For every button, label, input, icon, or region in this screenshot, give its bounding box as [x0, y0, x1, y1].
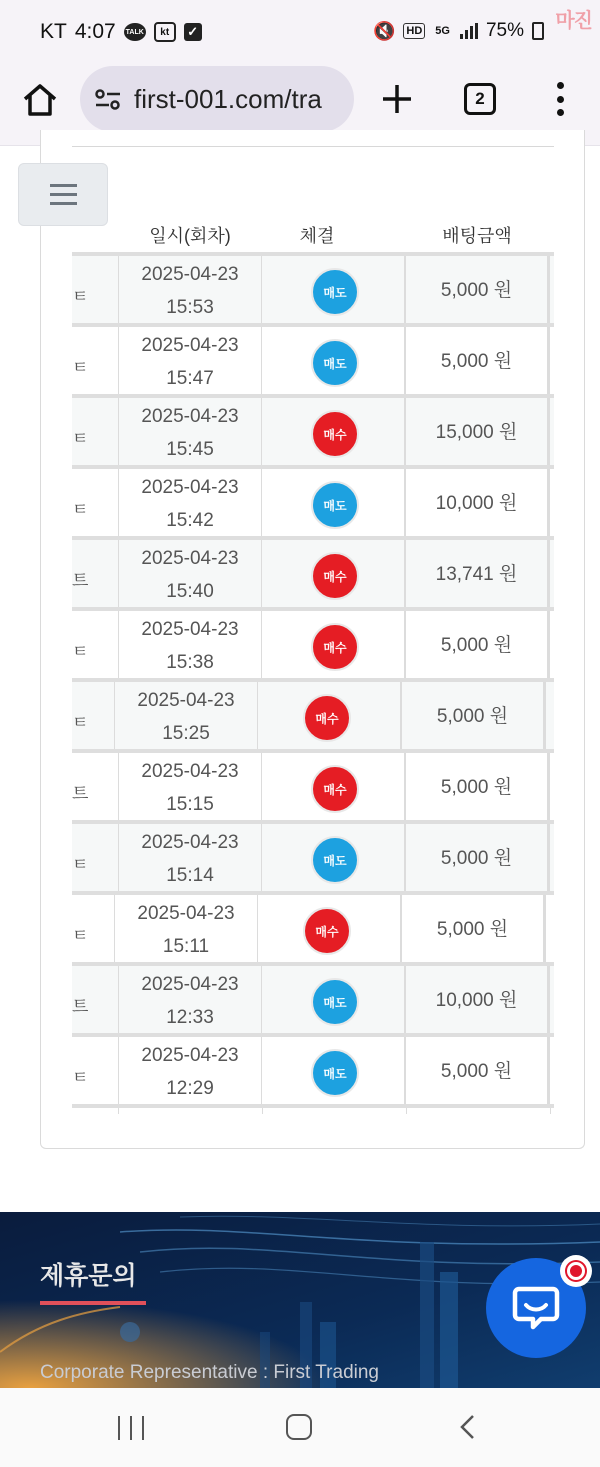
- table-row: [72, 252, 554, 323]
- watermark-logo: 마진: [555, 10, 592, 32]
- clock: 4:07: [74, 20, 116, 43]
- network-type: 5G: [435, 25, 450, 37]
- cell-round-fragment: ㅌ: [72, 926, 89, 945]
- cell-amount: 13,741 원: [406, 540, 550, 607]
- cell-time: 15:25: [162, 723, 210, 744]
- side-badge: 매수: [311, 765, 359, 813]
- footer-title-underline: [40, 1301, 146, 1305]
- cell-datetime: [114, 895, 258, 962]
- cell-time: 15:47: [166, 368, 214, 389]
- table-row: [72, 749, 554, 820]
- side-badge: 매도: [311, 268, 359, 316]
- table-bottom-border: [72, 1104, 554, 1112]
- cell-date: 2025-04-23: [137, 690, 235, 711]
- status-bar: [0, 0, 600, 66]
- cell-datetime: [118, 256, 262, 323]
- battery-icon: [532, 22, 544, 40]
- footer-title: 제휴문의: [40, 1262, 137, 1290]
- checkbox-icon: ✓: [184, 23, 202, 41]
- side-badge: 매수: [311, 623, 359, 671]
- cell-datetime: [118, 540, 262, 607]
- cell-side: [258, 895, 402, 962]
- side-badge: 매도: [311, 481, 359, 529]
- cell-side: [262, 1037, 406, 1104]
- carrier-label: KT: [40, 20, 67, 43]
- cell-time: 12:29: [166, 1078, 214, 1099]
- cell-datetime: [118, 611, 262, 678]
- cell-side: [262, 256, 406, 323]
- cell-date: 2025-04-23: [141, 761, 239, 782]
- cell-side: [262, 824, 406, 891]
- notification-dot: [560, 1255, 592, 1287]
- cell-date: 2025-04-23: [141, 974, 239, 995]
- side-badge: 매수: [311, 552, 359, 600]
- cell-side: [262, 966, 406, 1033]
- table-row: [72, 678, 554, 749]
- nav-home-icon[interactable]: [286, 1414, 312, 1440]
- table-row: [72, 465, 554, 536]
- cell-date: 2025-04-23: [141, 619, 239, 640]
- cell-round-fragment: ㅌ: [72, 642, 89, 661]
- side-badge: 매수: [311, 410, 359, 458]
- column-divider: [262, 1108, 263, 1114]
- cell-side: [262, 753, 406, 820]
- side-badge: 매수: [303, 907, 351, 955]
- mute-icon: 🔇: [372, 20, 396, 41]
- cell-date: 2025-04-23: [141, 264, 239, 285]
- cell-datetime: [118, 398, 262, 465]
- cell-round-fragment: 트: [72, 571, 89, 590]
- cell-amount: 5,000 원: [406, 1037, 550, 1104]
- cell-amount: 5,000 원: [406, 256, 550, 323]
- column-divider: [406, 1108, 407, 1114]
- cell-amount: 5,000 원: [406, 753, 550, 820]
- cell-round-fragment: ㅌ: [72, 287, 89, 306]
- cell-amount: 10,000 원: [406, 469, 550, 536]
- cell-datetime: [118, 469, 262, 536]
- cell-datetime: [118, 1037, 262, 1104]
- cell-side: [262, 327, 406, 394]
- cell-amount: 5,000 원: [402, 895, 546, 962]
- column-divider: [118, 1108, 119, 1114]
- side-badge: 매도: [311, 836, 359, 884]
- column-header-side: 체결: [299, 226, 335, 246]
- more-menu-icon[interactable]: [548, 82, 572, 116]
- tab-count: 2: [475, 89, 485, 108]
- side-badge: 매도: [311, 1049, 359, 1097]
- cell-time: 15:53: [166, 297, 214, 318]
- cell-time: 15:11: [162, 936, 210, 957]
- table-row: [72, 891, 554, 962]
- cell-date: 2025-04-23: [141, 406, 239, 427]
- system-nav-bar: [0, 1388, 600, 1467]
- home-icon[interactable]: [20, 80, 60, 120]
- hd-icon: HD: [403, 23, 425, 39]
- cell-datetime: [118, 753, 262, 820]
- nav-recent-icon[interactable]: [118, 1416, 144, 1440]
- corporate-representative: Corporate Representative : First Trading: [40, 1362, 379, 1383]
- divider: [72, 146, 554, 147]
- cell-datetime: [114, 682, 258, 749]
- table-row: [72, 962, 554, 1033]
- table-row: [72, 323, 554, 394]
- cell-time: 15:40: [166, 581, 214, 602]
- cell-time: 12:33: [166, 1007, 214, 1028]
- url-text: first-001.com/tra: [134, 84, 322, 114]
- cell-amount: 10,000 원: [406, 966, 550, 1033]
- cell-date: 2025-04-23: [141, 832, 239, 853]
- cell-time: 15:14: [166, 865, 214, 886]
- cell-amount: 15,000 원: [406, 398, 550, 465]
- side-badge: 매수: [303, 694, 351, 742]
- tabs-icon[interactable]: [464, 83, 496, 115]
- cell-side: [262, 540, 406, 607]
- cell-time: 15:15: [166, 794, 214, 815]
- plus-icon[interactable]: [380, 82, 414, 116]
- table-row: [72, 1033, 554, 1104]
- column-divider: [550, 1108, 551, 1114]
- table-row: [72, 607, 554, 678]
- table-row: [72, 536, 554, 607]
- cell-round-fragment: ㅌ: [72, 429, 89, 448]
- cell-side: [262, 398, 406, 465]
- cell-datetime: [118, 966, 262, 1033]
- cell-amount: 5,000 원: [402, 682, 546, 749]
- address-bar[interactable]: [80, 66, 354, 132]
- cell-date: 2025-04-23: [141, 477, 239, 498]
- cell-date: 2025-04-23: [141, 335, 239, 356]
- signal-icon: [460, 23, 478, 39]
- cell-time: 15:45: [166, 439, 214, 460]
- cell-round-fragment: ㅌ: [72, 855, 89, 874]
- cell-amount: 5,000 원: [406, 824, 550, 891]
- cell-side: [262, 611, 406, 678]
- cell-datetime: [118, 824, 262, 891]
- cell-date: 2025-04-23: [137, 903, 235, 924]
- cell-date: 2025-04-23: [141, 1045, 239, 1066]
- cell-round-fragment: ㅌ: [72, 1068, 89, 1087]
- cell-side: [262, 469, 406, 536]
- cell-time: 15:42: [166, 510, 214, 531]
- status-left: [40, 20, 202, 44]
- kakaotalk-icon: TALK: [124, 23, 146, 41]
- cell-round-fragment: 트: [72, 784, 89, 803]
- cell-round-fragment: 트: [72, 997, 89, 1016]
- cell-side: [258, 682, 402, 749]
- cell-time: 15:38: [166, 652, 214, 673]
- table-row: [72, 394, 554, 465]
- kt-icon: kt: [154, 22, 176, 42]
- side-badge: 매도: [311, 978, 359, 1026]
- chat-icon: [511, 1283, 561, 1333]
- nav-back-icon[interactable]: [458, 1414, 478, 1440]
- cell-round-fragment: ㅌ: [72, 713, 89, 732]
- status-right: [373, 20, 544, 42]
- cell-amount: 5,000 원: [406, 327, 550, 394]
- side-badge: 매도: [311, 339, 359, 387]
- cell-round-fragment: ㅌ: [72, 500, 89, 519]
- cell-amount: 5,000 원: [406, 611, 550, 678]
- cell-round-fragment: ㅌ: [72, 358, 89, 377]
- cell-datetime: [118, 327, 262, 394]
- cell-date: 2025-04-23: [141, 548, 239, 569]
- table-row: [72, 820, 554, 891]
- column-header-amount: 배팅금액: [442, 226, 512, 246]
- trade-history-table: [72, 252, 554, 1112]
- battery-level: 75%: [485, 20, 524, 41]
- column-header-datetime: 일시(회차): [149, 226, 231, 246]
- site-settings-icon[interactable]: [94, 88, 122, 110]
- hamburger-menu-icon[interactable]: [18, 163, 108, 226]
